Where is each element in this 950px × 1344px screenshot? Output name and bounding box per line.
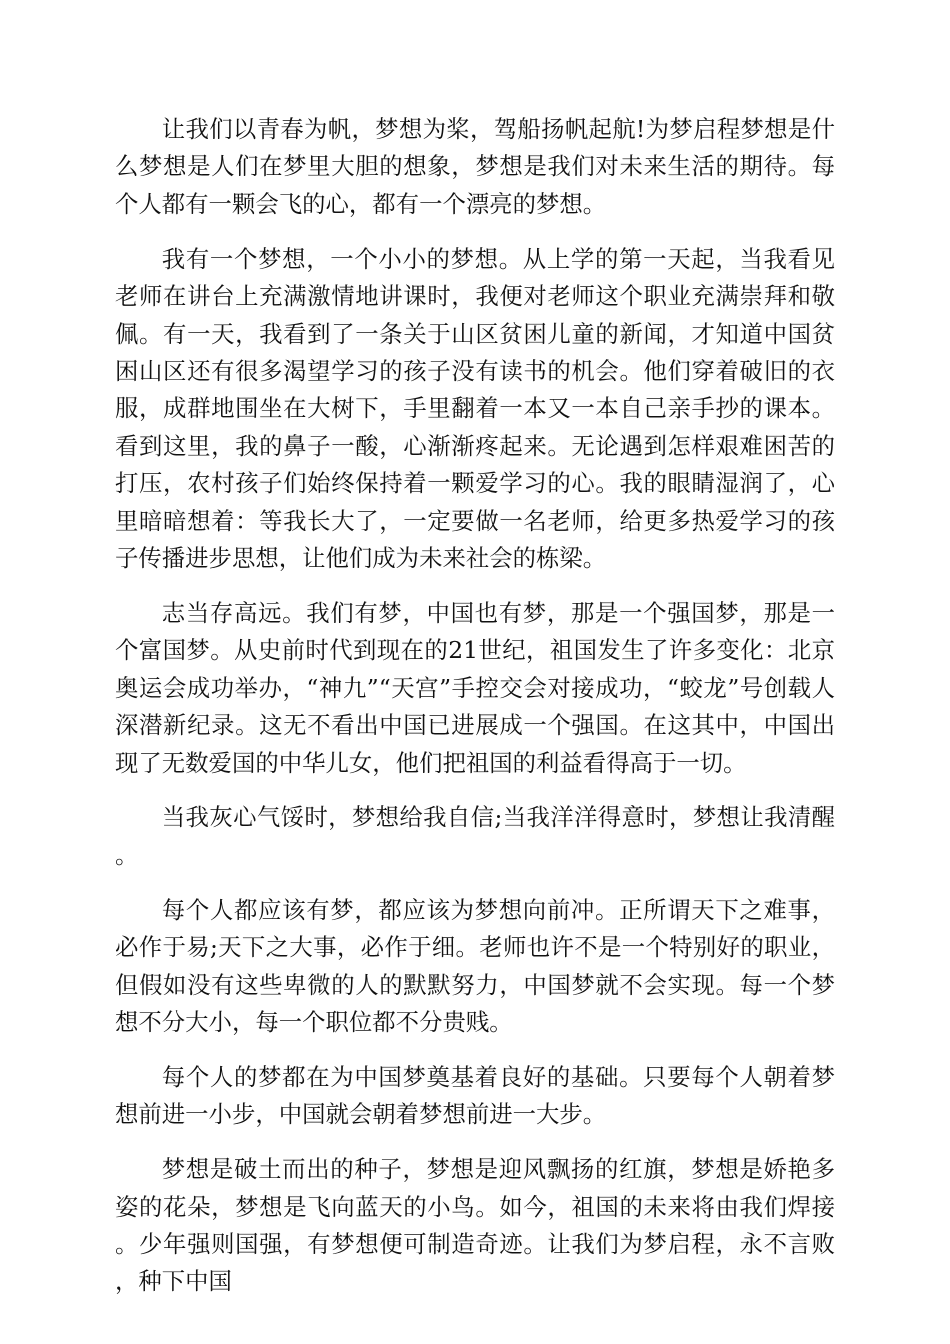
paragraph-3: 志当存高远。我们有梦，中国也有梦，那是一个强国梦，那是一个富国梦。从史前时代到现在的21世纪，祖国发生了许多变化：北京奥运会成功举办，“神九”“天宫”手控交会对接成功，“蛟龙”号创载人深潜新纪录。这无不看出中国已进展成一个强国。在这其中，中国出现了无数爱国的中华儿女，他们把祖国的利益看得高于一切。	[115, 598, 835, 777]
paragraph-4: 当我灰心气馁时，梦想给我自信;当我洋洋得意时，梦想让我清醒。	[115, 803, 835, 869]
paragraph-5: 每个人都应该有梦，都应该为梦想向前冲。正所谓天下之难事，必作于易;天下之大事，必作于细。老师也许不是一个特别好的职业，但假如没有这些卑微的人的默默努力，中国梦就不会实现。每一个梦想不分大小，每一个职位都不分贵贱。	[115, 895, 835, 1036]
paragraph-1: 让我们以青春为帆，梦想为桨，驾船扬帆起航!为梦启程梦想是什么梦想是人们在梦里大胆的想象，梦想是我们对未来生活的期待。每个人都有一颗会飞的心，都有一个漂亮的梦想。	[115, 115, 835, 218]
paragraph-7: 梦想是破土而出的种子，梦想是迎风飘扬的红旗，梦想是娇艳多姿的花朵，梦想是飞向蓝天的小鸟。如今，祖国的未来将由我们焊接。少年强则国强，有梦想便可制造奇迹。让我们为梦启程，永不言败，种下中国	[115, 1155, 835, 1296]
paragraph-6: 每个人的梦都在为中国梦奠基着良好的基础。只要每个人朝着梦想前进一小步，中国就会朝着梦想前进一大步。	[115, 1062, 835, 1129]
paragraph-2: 我有一个梦想，一个小小的梦想。从上学的第一天起，当我看见老师在讲台上充满激情地讲课时，我便对老师这个职业充满崇拜和敬佩。有一天，我看到了一条关于山区贫困儿童的新闻，才知道中国贫困山区还有很多渴望学习的孩子没有读书的机会。他们穿着破旧的衣服，成群地围坐在大树下，手里翻着一本又一本自己亲手抄的课本。看到这里，我的鼻子一酸，心渐渐疼起来。无论遇到怎样艰难困苦的打压，农村孩子们始终保持着一颗爱学习的心。我的眼睛湿润了，心里暗暗想着：等我长大了，一定要做一名老师，给更多热爱学习的孩子传播进步思想，让他们成为未来社会的栋梁。	[115, 244, 835, 572]
document-body	[115, 111, 835, 1318]
